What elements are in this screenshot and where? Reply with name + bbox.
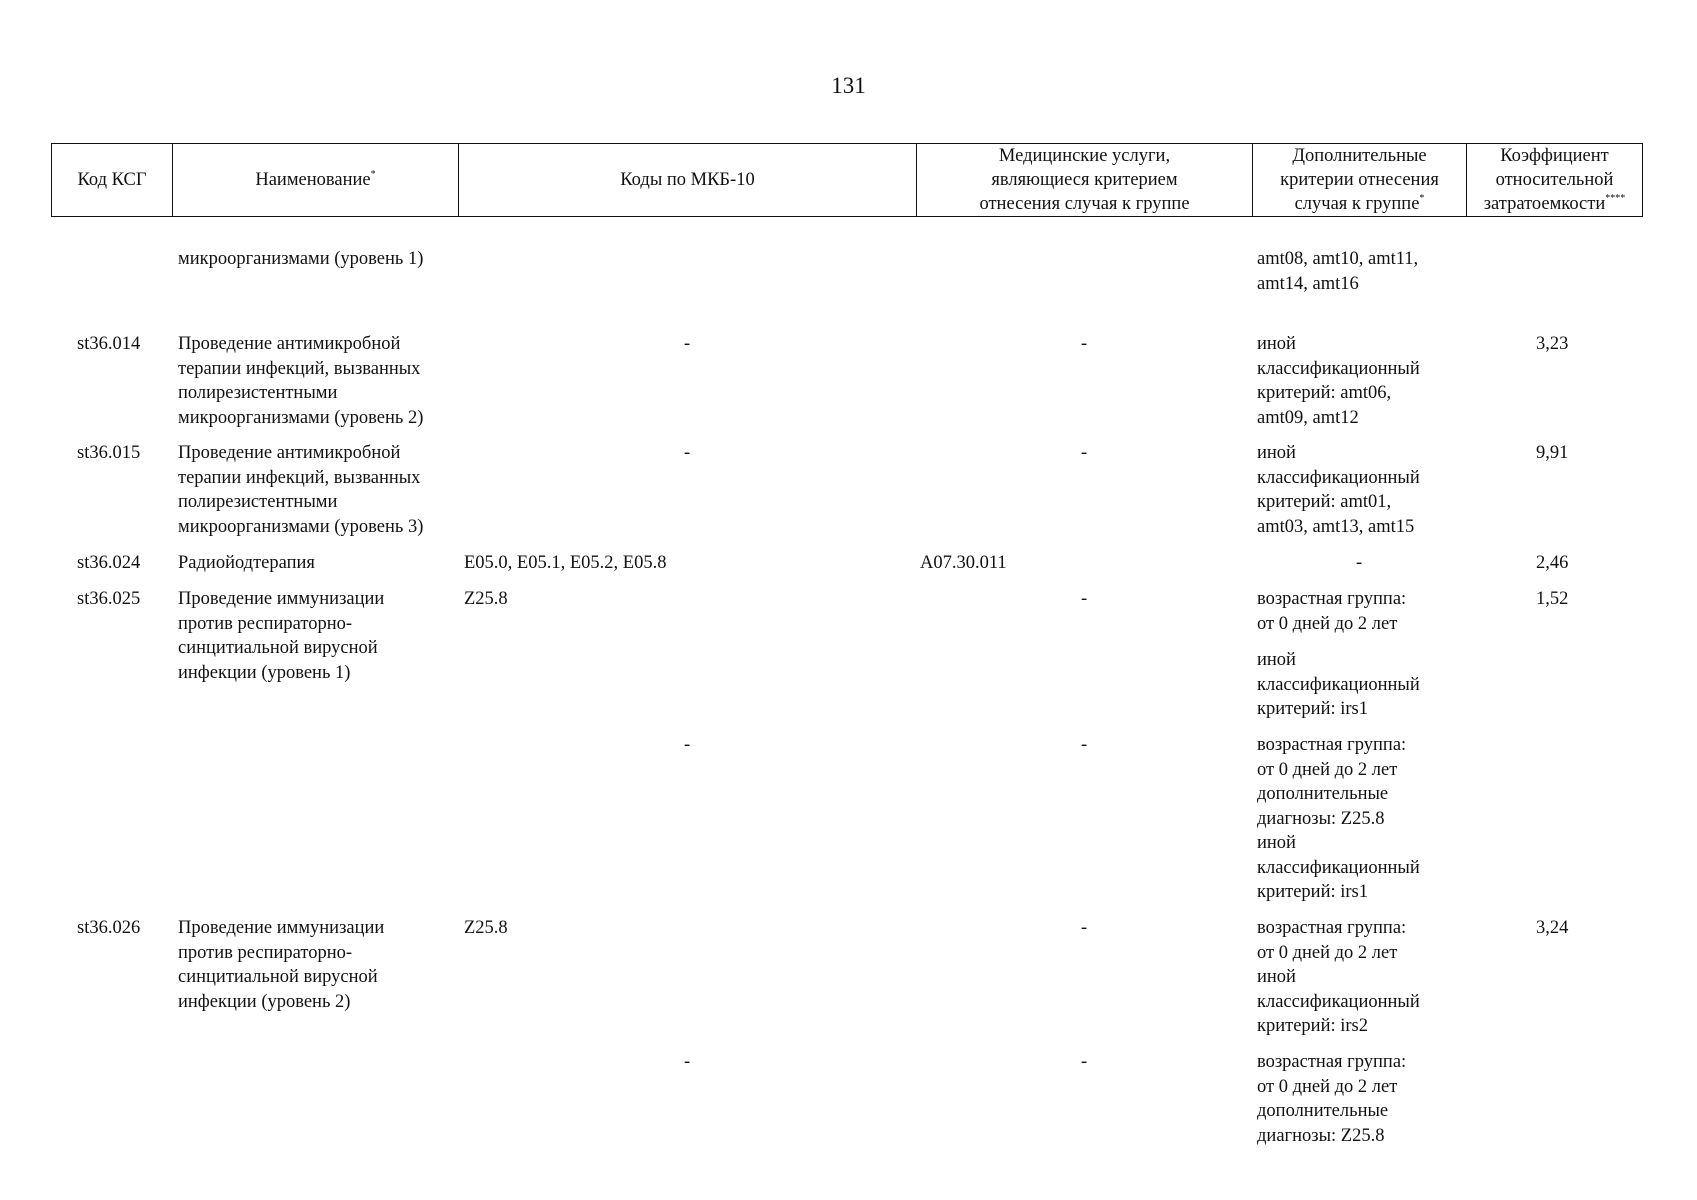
row-name-cell: Проведение антимикробной терапии инфекций, вызванных полирезистентными микроорганизмами (уровень 3) [178, 443, 424, 537]
row-code-cell: st36.014 [77, 334, 141, 354]
row-name-cell: Радиойодтерапия [178, 553, 315, 573]
row-criteria-cell: возрастная группа: от 0 дней до 2 лет дополнительные диагнозы: Z25.8 [1257, 1052, 1407, 1146]
row-mkb-cell: - [684, 1052, 691, 1072]
row-criteria-cell: - [1356, 553, 1363, 573]
row-coefficient-cell: 9,91 [1536, 443, 1569, 463]
header-name: Наименование* [173, 144, 459, 217]
row-criteria-cell: иной классификационный критерий: irs1 [1257, 650, 1420, 719]
row-med-cell: - [1081, 334, 1088, 354]
row-coefficient-cell: 3,23 [1536, 334, 1569, 354]
row-name-cell: Проведение иммунизации против респираторно- синцитиальной вирусной инфекции (уровень 2) [178, 918, 385, 1012]
footnote-mark: * [370, 168, 376, 180]
row-mkb-cell: Z25.8 [464, 589, 508, 609]
header-coefficient: Коэффициент относительной затратоемкости**** [1467, 144, 1643, 217]
footnote-mark: **** [1605, 192, 1626, 204]
row-code-cell: st36.025 [77, 589, 141, 609]
row-code-cell: st36.026 [77, 918, 141, 938]
header-code: Код КСГ [52, 144, 173, 217]
row-name-cell: микроорганизмами (уровень 1) [178, 249, 424, 269]
header-med-services: Медицинские услуги, являющиеся критерием отнесения случая к группе [917, 144, 1253, 217]
row-criteria-cell: иной классификационный критерий: amt06, amt09, amt12 [1257, 334, 1420, 428]
row-criteria-cell: возрастная группа: от 0 дней до 2 лет [1257, 589, 1407, 634]
row-mkb-cell: Z25.8 [464, 918, 508, 938]
row-criteria-cell: возрастная группа: от 0 дней до 2 лет дополнительные диагнозы: Z25.8 иной классификационный критерий: irs1 [1257, 735, 1420, 902]
row-med-cell: - [1081, 589, 1088, 609]
row-mkb-cell: E05.0, E05.1, E05.2, E05.8 [464, 553, 667, 573]
header-mkb: Коды по МКБ-10 [459, 144, 917, 217]
row-code-cell: st36.024 [77, 553, 141, 573]
row-med-cell: - [1081, 1052, 1088, 1072]
row-coefficient-cell: 3,24 [1536, 918, 1569, 938]
row-med-cell: - [1081, 735, 1088, 755]
header-row [52, 144, 1643, 217]
row-name-cell: Проведение антимикробной терапии инфекций, вызванных полирезистентными микроорганизмами (уровень 2) [178, 334, 424, 428]
row-med-cell: A07.30.011 [920, 553, 1007, 573]
footnote-mark: * [1419, 192, 1425, 204]
row-med-cell: - [1081, 918, 1088, 938]
row-name-cell: Проведение иммунизации против респираторно- синцитиальной вирусной инфекции (уровень 1) [178, 589, 385, 683]
row-criteria-cell: amt08, amt10, amt11, amt14, amt16 [1257, 249, 1419, 294]
page-number: 131 [831, 73, 866, 98]
header-criteria: Дополнительные критерии отнесения случая к группе* [1253, 144, 1467, 217]
row-code-cell: st36.015 [77, 443, 141, 463]
row-mkb-cell: - [684, 334, 691, 354]
row-coefficient-cell: 1,52 [1536, 589, 1569, 609]
table-header [51, 143, 1643, 217]
row-criteria-cell: иной классификационный критерий: amt01, amt03, amt13, amt15 [1257, 443, 1420, 537]
row-mkb-cell: - [684, 735, 691, 755]
row-med-cell: - [1081, 443, 1088, 463]
row-coefficient-cell: 2,46 [1536, 553, 1569, 573]
row-mkb-cell: - [684, 443, 691, 463]
row-criteria-cell: возрастная группа: от 0 дней до 2 лет иной классификационный критерий: irs2 [1257, 918, 1420, 1036]
